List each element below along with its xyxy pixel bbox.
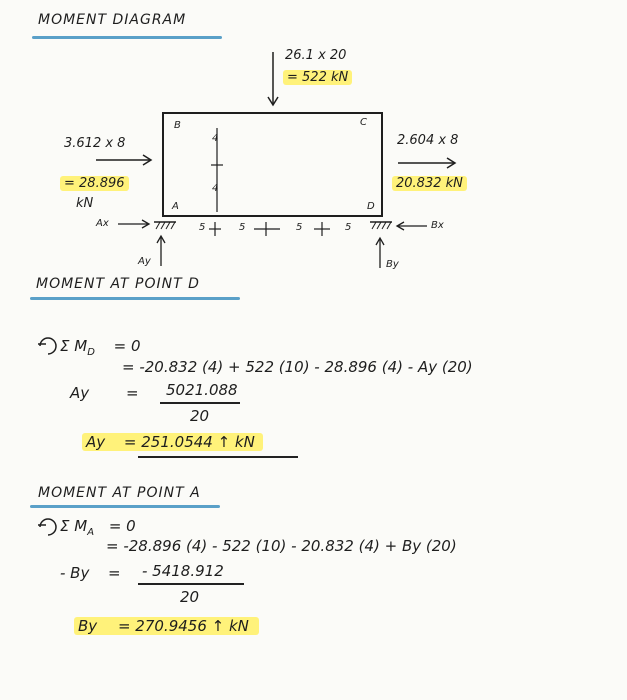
- span-1-label: 5: [199, 222, 206, 233]
- span-3-label: 5: [296, 222, 303, 233]
- reaction-bx-label: Bx: [431, 220, 444, 231]
- reaction-by-label: By: [386, 259, 399, 270]
- clockwise-moment-icon: [40, 338, 56, 354]
- node-b-label: B: [174, 120, 181, 131]
- left-load-unit: kN: [76, 196, 94, 211]
- left-load-expression: 3.612 x 8: [64, 136, 126, 151]
- span-4-label: 5: [345, 222, 352, 233]
- right-load-result: 20.832 kN: [392, 176, 467, 191]
- moment-d-title: MOMENT AT POINT D: [36, 276, 200, 292]
- moment-a-equation: = -28.896 (4) - 522 (10) - 20.832 (4) + By (20): [106, 537, 457, 555]
- result-underline: [138, 456, 298, 458]
- ay-result: Ay = 251.0544 ↑ kN: [82, 433, 263, 451]
- top-load-result: = 522 kN: [283, 70, 352, 85]
- moment-a-sum: Σ $M_A = 0$: [60, 517, 136, 538]
- node-c-label: C: [360, 117, 367, 128]
- by-denominator: 20: [180, 588, 200, 606]
- title-underline: [30, 505, 220, 508]
- moment-diagram-title: MOMENT DIAGRAM: [38, 12, 187, 28]
- moment-d-equation: = -20.832 (4) + 522 (10) - 28.896 (4) - Ay (20): [122, 358, 473, 376]
- reaction-ax-label: Ax: [96, 218, 109, 229]
- ay-equals: =: [126, 384, 139, 402]
- title-underline: [30, 297, 240, 300]
- moment-d-sum: Σ $M_D = 0$: [60, 337, 141, 358]
- by-numerator: - 5418.912: [142, 562, 224, 580]
- ay-numerator: 5021.088: [166, 381, 238, 399]
- frame-rectangle: [163, 113, 382, 216]
- height-top-label: 4: [212, 133, 219, 144]
- clockwise-moment-icon: [40, 519, 56, 535]
- ay-label: Ay: [70, 384, 90, 402]
- fraction-line: [138, 583, 244, 585]
- top-load-expression: 26.1 x 20: [285, 48, 347, 63]
- left-load-result: = 28.896: [60, 176, 129, 191]
- node-d-label: D: [367, 201, 375, 212]
- reaction-ay-label: Ay: [138, 256, 151, 267]
- fraction-line: [160, 402, 240, 404]
- by-label: - By: [60, 564, 90, 582]
- by-result: By = 270.9456 ↑ kN: [74, 617, 259, 635]
- ay-denominator: 20: [190, 407, 210, 425]
- height-bottom-label: 4: [212, 183, 219, 194]
- node-a-label: A: [172, 201, 179, 212]
- right-load-expression: 2.604 x 8: [397, 133, 459, 148]
- by-equals: =: [108, 564, 121, 582]
- moment-a-title: MOMENT AT POINT A: [38, 485, 201, 501]
- span-2-label: 5: [239, 222, 246, 233]
